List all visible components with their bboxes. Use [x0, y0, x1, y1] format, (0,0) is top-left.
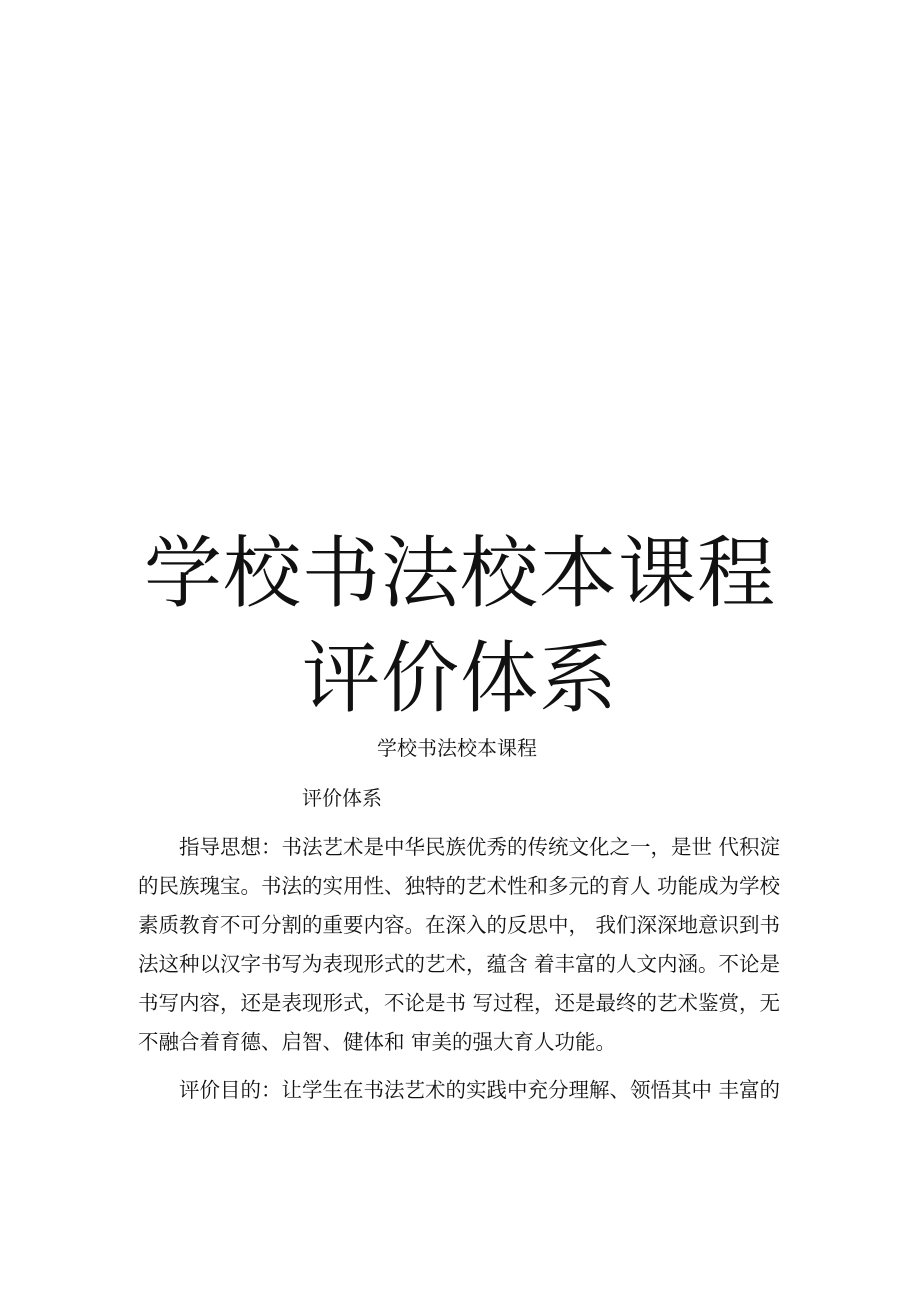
text-line: 评价目的：让学生在书法艺术的实践中充分理解、领悟其中 丰富的 [179, 1078, 781, 1102]
paragraph-evaluation-purpose [138, 1071, 781, 1110]
body-text [138, 828, 781, 1119]
heading-line2: 评价体系 [302, 786, 382, 810]
text-line: 的民族瑰宝。书法的实用性、独特的艺术性和多元的育人 功能成为学校 [138, 874, 781, 898]
heading-line1: 学校书法校本课程 [377, 736, 537, 760]
paragraph-guiding-thought [138, 828, 781, 1062]
text-line: 不融合着育德、启智、健体和 审美的强大育人功能。 [138, 1030, 617, 1054]
text-line: 指导思想：书法艺术是中华民族优秀的传统文化之一，是世 代积淀 [179, 835, 781, 859]
text-line: 书写内容，还是表现形式，不论是书 写过程，还是最终的艺术鉴赏，无 [138, 991, 781, 1015]
cover-title-line2: 评价体系 [301, 634, 618, 724]
text-line: 法这种以汉字书写为表现形式的艺术，蕴含 着丰富的人文内涵。不论是 [138, 952, 781, 976]
cover-title-line1: 学校书法校本课程 [143, 529, 776, 619]
text-line: 素质教育不可分割的重要内容。在深入的反思中， 我们深深地意识到书 [138, 913, 781, 937]
